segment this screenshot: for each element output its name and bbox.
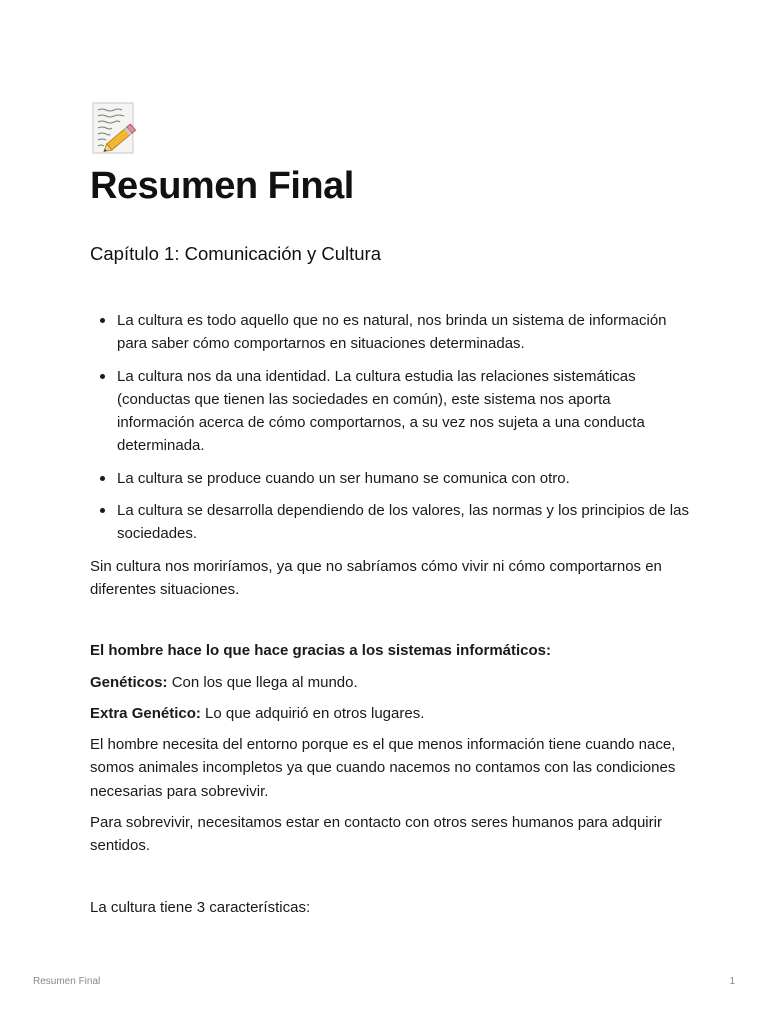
list-item-text: La cultura se produce cuando un ser humano se comunica con otro. xyxy=(117,469,570,487)
geneticos-text: Con los que llega al mundo. xyxy=(167,673,358,691)
paragraph-sobrevivir: Para sobrevivir, necesitamos estar en contacto con otros seres humanos para adquirir sentidos. xyxy=(90,814,662,855)
bullet-dot-icon xyxy=(100,374,105,379)
paragraph-entorno: El hombre necesita del entorno porque es el que menos información tiene cuando nace, somos animales incompletos ya que cuando nacemos no contamos con las condiciones necesarias para sobrevivir. xyxy=(90,736,676,800)
bullet-dot-icon xyxy=(100,508,105,513)
extra-genetico-text: Lo que adquirió en otros lugares. xyxy=(200,704,425,722)
list-item xyxy=(90,365,690,458)
bullet-dot-icon xyxy=(100,318,105,323)
bullet-dot-icon xyxy=(100,476,105,481)
paragraph-caracteristicas: La cultura tiene 3 características: xyxy=(90,898,311,916)
chapter-heading: Capítulo 1: Comunicación y Cultura xyxy=(90,243,382,264)
footer-page-number: 1 xyxy=(729,976,735,987)
geneticos-label: Genéticos: xyxy=(90,673,168,691)
list-item xyxy=(90,499,690,546)
list-item-text: La cultura se desarrolla dependiendo de los valores, las normas y los principios de las sociedades. xyxy=(117,502,689,543)
paragraph-extra-genetico xyxy=(90,702,690,725)
extra-genetico-label: Extra Genético: xyxy=(90,704,201,722)
memo-pencil-icon xyxy=(90,100,140,156)
bullet-list xyxy=(90,309,690,546)
list-item xyxy=(90,467,690,490)
list-item-text: La cultura nos da una identidad. La cultura estudia las relaciones sistemáticas (conductas que tienen las sociedades en común), este sistema nos aporta información acerca de cómo comportarnos, a su vez nos sujeta a una conducta determinada. xyxy=(117,367,645,455)
systems-heading: El hombre hace lo que hace gracias a los sistemas informáticos: xyxy=(90,642,552,660)
paragraph-geneticos xyxy=(90,671,690,694)
document-page xyxy=(90,100,690,919)
paragraph-no-culture: Sin cultura nos moriríamos, ya que no sabríamos cómo vivir ni cómo comportarnos en diferentes situaciones. xyxy=(90,557,662,598)
page-title: Resumen Final xyxy=(90,165,354,207)
list-item xyxy=(90,309,690,356)
list-item-text: La cultura es todo aquello que no es natural, nos brinda un sistema de información para saber cómo comportarnos en situaciones determinadas. xyxy=(117,312,667,353)
footer-title: Resumen Final xyxy=(33,976,101,987)
